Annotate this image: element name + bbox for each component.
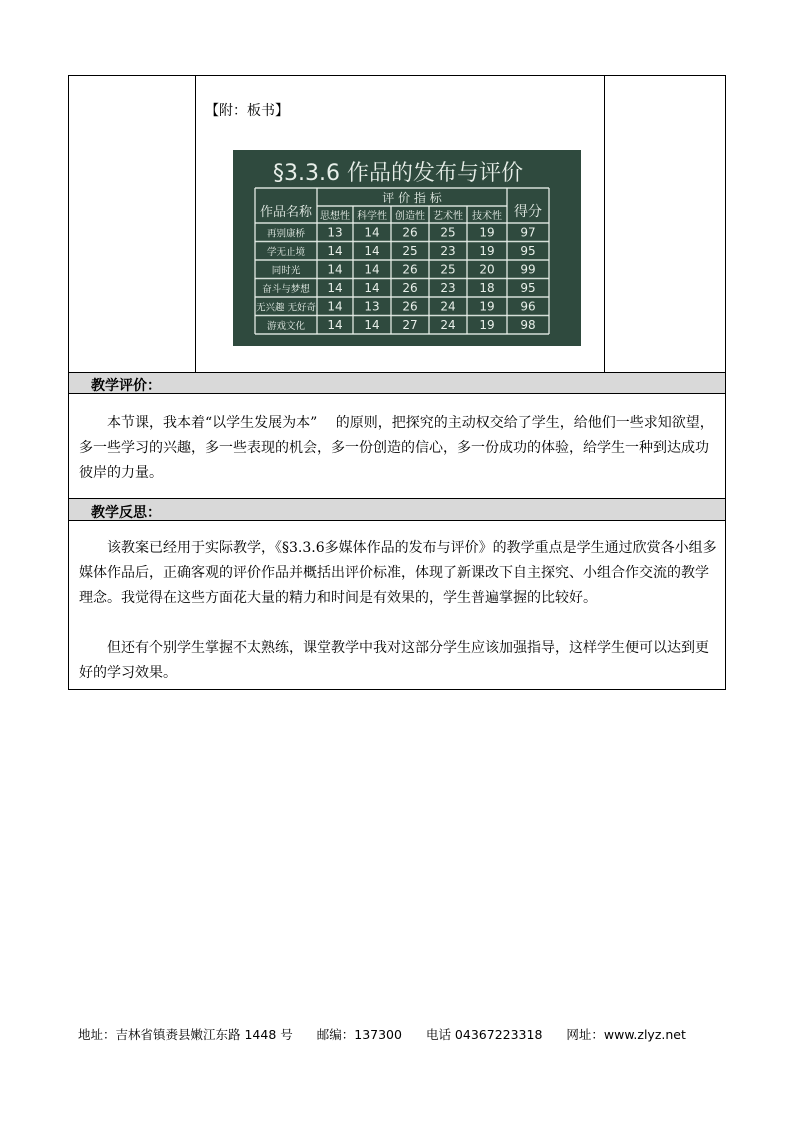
- board-row-score: 95: [520, 281, 536, 295]
- board-col-name: 作品名称: [259, 205, 313, 220]
- board-cell-value: 14: [327, 244, 343, 258]
- board-cell-value: 19: [479, 318, 495, 332]
- board-row-score: 96: [520, 299, 536, 314]
- board-cell-value: 14: [327, 299, 343, 314]
- board-cell-value: 25: [440, 262, 456, 277]
- blackboard-table-drawing: [233, 150, 581, 346]
- board-row-score: 98: [520, 318, 536, 332]
- board-col-group: 评 价 指 标: [382, 191, 442, 205]
- footer-address: 地址：吉林省镇赉县嫩江东路 1448 号: [78, 1027, 293, 1042]
- board-cell-value: 26: [402, 281, 418, 295]
- board-cell-value: 24: [440, 318, 456, 332]
- board-col-score: 得分: [514, 204, 542, 220]
- board-cell-value: 23: [440, 281, 456, 295]
- evaluation-heading: 教学评价：: [91, 378, 161, 394]
- board-cell-value: 20: [479, 262, 495, 277]
- row-divider: [69, 520, 725, 521]
- board-row-name: 游戏文化: [266, 321, 306, 332]
- board-row-name: 同时光: [271, 265, 301, 277]
- board-cell-value: 19: [479, 299, 495, 314]
- board-cell-value: 25: [440, 225, 456, 240]
- board-row-score: 95: [520, 244, 536, 258]
- evaluation-heading-bar: [69, 373, 725, 393]
- column-divider-left: [195, 76, 196, 372]
- board-cell-value: 14: [327, 281, 343, 295]
- board-cell-value: 14: [364, 262, 380, 277]
- appendix-title: 【附：板书】: [205, 103, 289, 119]
- board-cell-value: 24: [440, 299, 456, 314]
- board-cell-value: 14: [364, 244, 380, 258]
- lesson-table: [68, 75, 726, 690]
- board-cell-value: 14: [327, 318, 343, 332]
- board-criterion: 科学性: [357, 211, 387, 222]
- footer-website[interactable]: 网址：www.zlyz.net: [566, 1027, 686, 1042]
- board-cell-value: 26: [402, 299, 418, 314]
- board-cell-value: 13: [327, 225, 343, 240]
- board-cell-value: 18: [479, 281, 495, 295]
- board-cell-value: 23: [440, 244, 456, 258]
- board-cell-value: 26: [402, 225, 418, 240]
- board-criterion: 技术性: [472, 211, 502, 222]
- board-criterion: 艺术性: [433, 211, 463, 222]
- evaluation-text: 本节课，我本着“以学生发展为本” 的原则，把探究的主动权交给了学生，给他们一些求知欲望，多一些学习的兴趣，多一些表现的机会，多一份创造的信心，多一份成功的体验，给学生一种到达成功彼岸的力量。: [79, 415, 714, 481]
- board-cell-value: 25: [402, 244, 418, 258]
- board-title: §3.3.6 作品的发布与评价: [273, 161, 523, 186]
- reflection-heading-bar: [69, 499, 725, 520]
- reflection-paragraph-1: 该教案已经用于实际教学，《§3.3.6多媒体作品的发布与评价》的教学重点是学生通过欣赏各小组多媒体作品后，正确客观的评价作品并概括出评价标准，体现了新课改下自主探究、小组合作交流的教学理念。我觉得在这些方面花大量的精力和时间是有效果的，学生普遍掌握的比较好。: [79, 540, 717, 606]
- board-cell-value: 13: [364, 299, 380, 314]
- board-cell-value: 19: [479, 244, 495, 258]
- board-row-name: 学无止境: [266, 247, 306, 258]
- column-divider-right: [604, 76, 605, 372]
- board-criterion: 思想性: [320, 211, 350, 222]
- board-cell-value: 27: [402, 318, 418, 332]
- board-row-score: 97: [520, 225, 536, 240]
- board-criterion: 创造性: [395, 211, 425, 222]
- blackboard-photo: [233, 150, 581, 346]
- board-cell-value: 14: [364, 318, 380, 332]
- board-cell-value: 19: [479, 225, 495, 240]
- board-row-name: 再别康桥: [266, 228, 306, 240]
- board-row-name: 无兴趣 无好奇: [255, 302, 317, 314]
- board-cell-value: 26: [402, 262, 418, 277]
- footer-phone: 电话 04367223318: [425, 1027, 543, 1042]
- reflection-heading: 教学反思：: [91, 505, 161, 521]
- row-divider: [69, 393, 725, 394]
- page-footer: [78, 1025, 706, 1043]
- footer-postcode: 邮编：137300: [316, 1027, 402, 1042]
- reflection-paragraph-2: 但还有个别学生掌握不太熟练，课堂教学中我对这部分学生应该加强指导，这样学生便可以达到更好的学习效果。: [79, 640, 709, 681]
- board-cell-value: 14: [327, 262, 343, 277]
- board-cell-value: 14: [364, 225, 380, 240]
- board-cell-value: 14: [364, 281, 380, 295]
- board-row-name: 奋斗与梦想: [262, 284, 310, 295]
- board-row-score: 99: [520, 262, 536, 277]
